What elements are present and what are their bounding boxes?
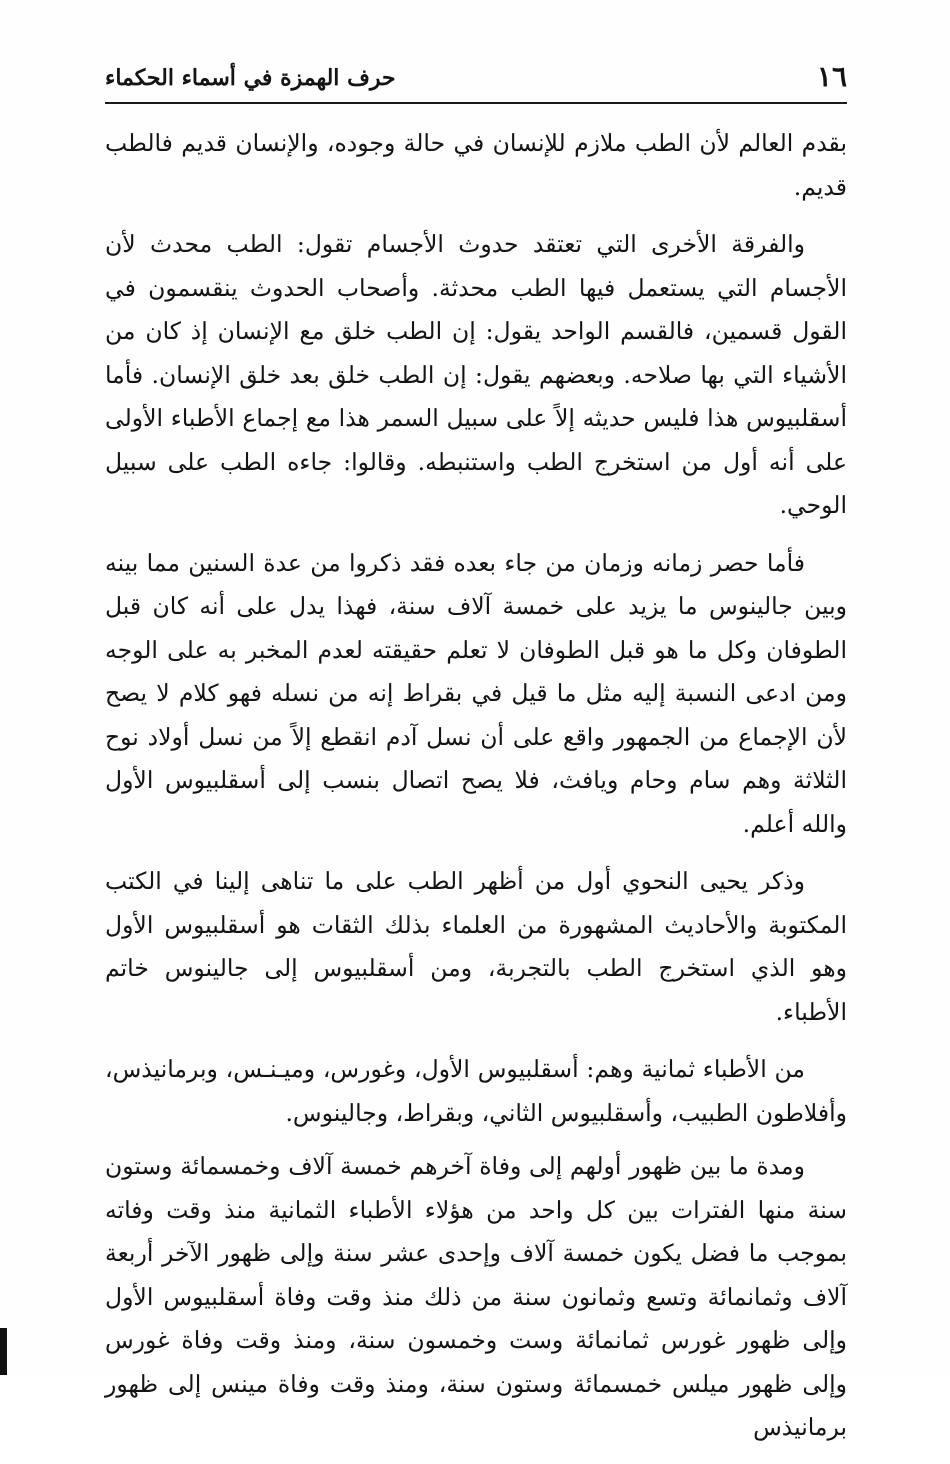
chapter-title: حرف الهمزة في أسماء الحكماء <box>105 65 396 91</box>
paragraph-6: ومدة ما بين ظهور أولهم إلى وفاة آخرهم خمسة آلاف وخمسمائة وستون سنة منها الفترات بين كل واحد من هؤلاء الأطباء الثمانية منذ وقت وفاته بموجب ما فضل يكون خمسة آلاف وإحدى عشر سنة وإلى ظهور الآخر أربعة آلاف وثمانمائة وتسع وثمانون سنة من ذلك منذ وقت وفاة أسقلبيوس الأول وإلى ظهور غورس ثمانمائة وست وخمسون سنة، ومنذ وقت وفاة غورس وإلى ظهور ميلس خمسمائة وستون سنة، ومنذ وقت وفاة مينس إلى ظهور برمانيذس <box>105 1152 847 1441</box>
running-header <box>105 58 847 104</box>
page-number: ١٦ <box>816 60 847 93</box>
paragraph-1: بقدم العالم لأن الطب ملازم للإنسان في حالة وجوده، والإنسان قديم فالطب قديم. <box>105 129 847 201</box>
binding-edge-mark <box>0 1328 7 1375</box>
body-text <box>105 122 847 1464</box>
paragraph-4: وذكر يحيى النحوي أول من أظهر الطب على ما تناهى إلينا في الكتب المكتوبة والأحاديث المشهورة من العلماء بذلك الثقات هو أسقلبيوس الأول وهو الذي استخرج الطب بالتجربة، ومن أسقلبيوس إلى جالينوس خاتم الأطباء. <box>105 867 847 1026</box>
paragraph-5: من الأطباء ثمانية وهم: أسقلبيوس الأول، وغورس، وميـنـس، وبرمانيذس، وأفلاطون الطبيب، وأسقلبيوس الثاني، وبقراط، وجالينوس. <box>105 1055 847 1127</box>
paragraph-3: فأما حصر زمانه وزمان من جاء بعده فقد ذكروا من عدة السنين مما بينه وبين جالينوس ما يزيد على خمسة آلاف سنة، فهذا يدل على أنه كان قبل الطوفان وكل ما هو قبل الطوفان لا تعلم حقيقته لعدم المخبر به على الوجه ومن ادعى النسبة إليه مثل ما قيل في بقراط إنه من نسله فهو كلام لا يصح لأن الإجماع من الجمهور واقع على أن نسل آدم انقطع إلاً من نسل أولاد نوح الثلاثة وهم سام وحام ويافث، فلا يصح اتصال بنسب إلى أسقلبيوس الأول والله أعلم. <box>105 548 847 838</box>
paragraph-2: والفرقة الأخرى التي تعتقد حدوث الأجسام تقول: الطب محدث لأن الأجسام التي يستعمل فيها الطب محدثة. وأصحاب الحدوث ينقسمون في القول قسمين، فالقسم الواحد يقول: إن الطب خلق مع الإنسان إذ كان من الأشياء التي بها صلاحه. وبعضهم يقول: إن الطب خلق بعد خلق الإنسان. فأما أسقلبيوس هذا فليس حديثه إلاً على سبيل السمر هذا مع إجماع الأطباء الأولى على أنه أول من استخرج الطب واستنبطه. وقالوا: جاءه الطب على سبيل الوحي. <box>105 230 847 519</box>
